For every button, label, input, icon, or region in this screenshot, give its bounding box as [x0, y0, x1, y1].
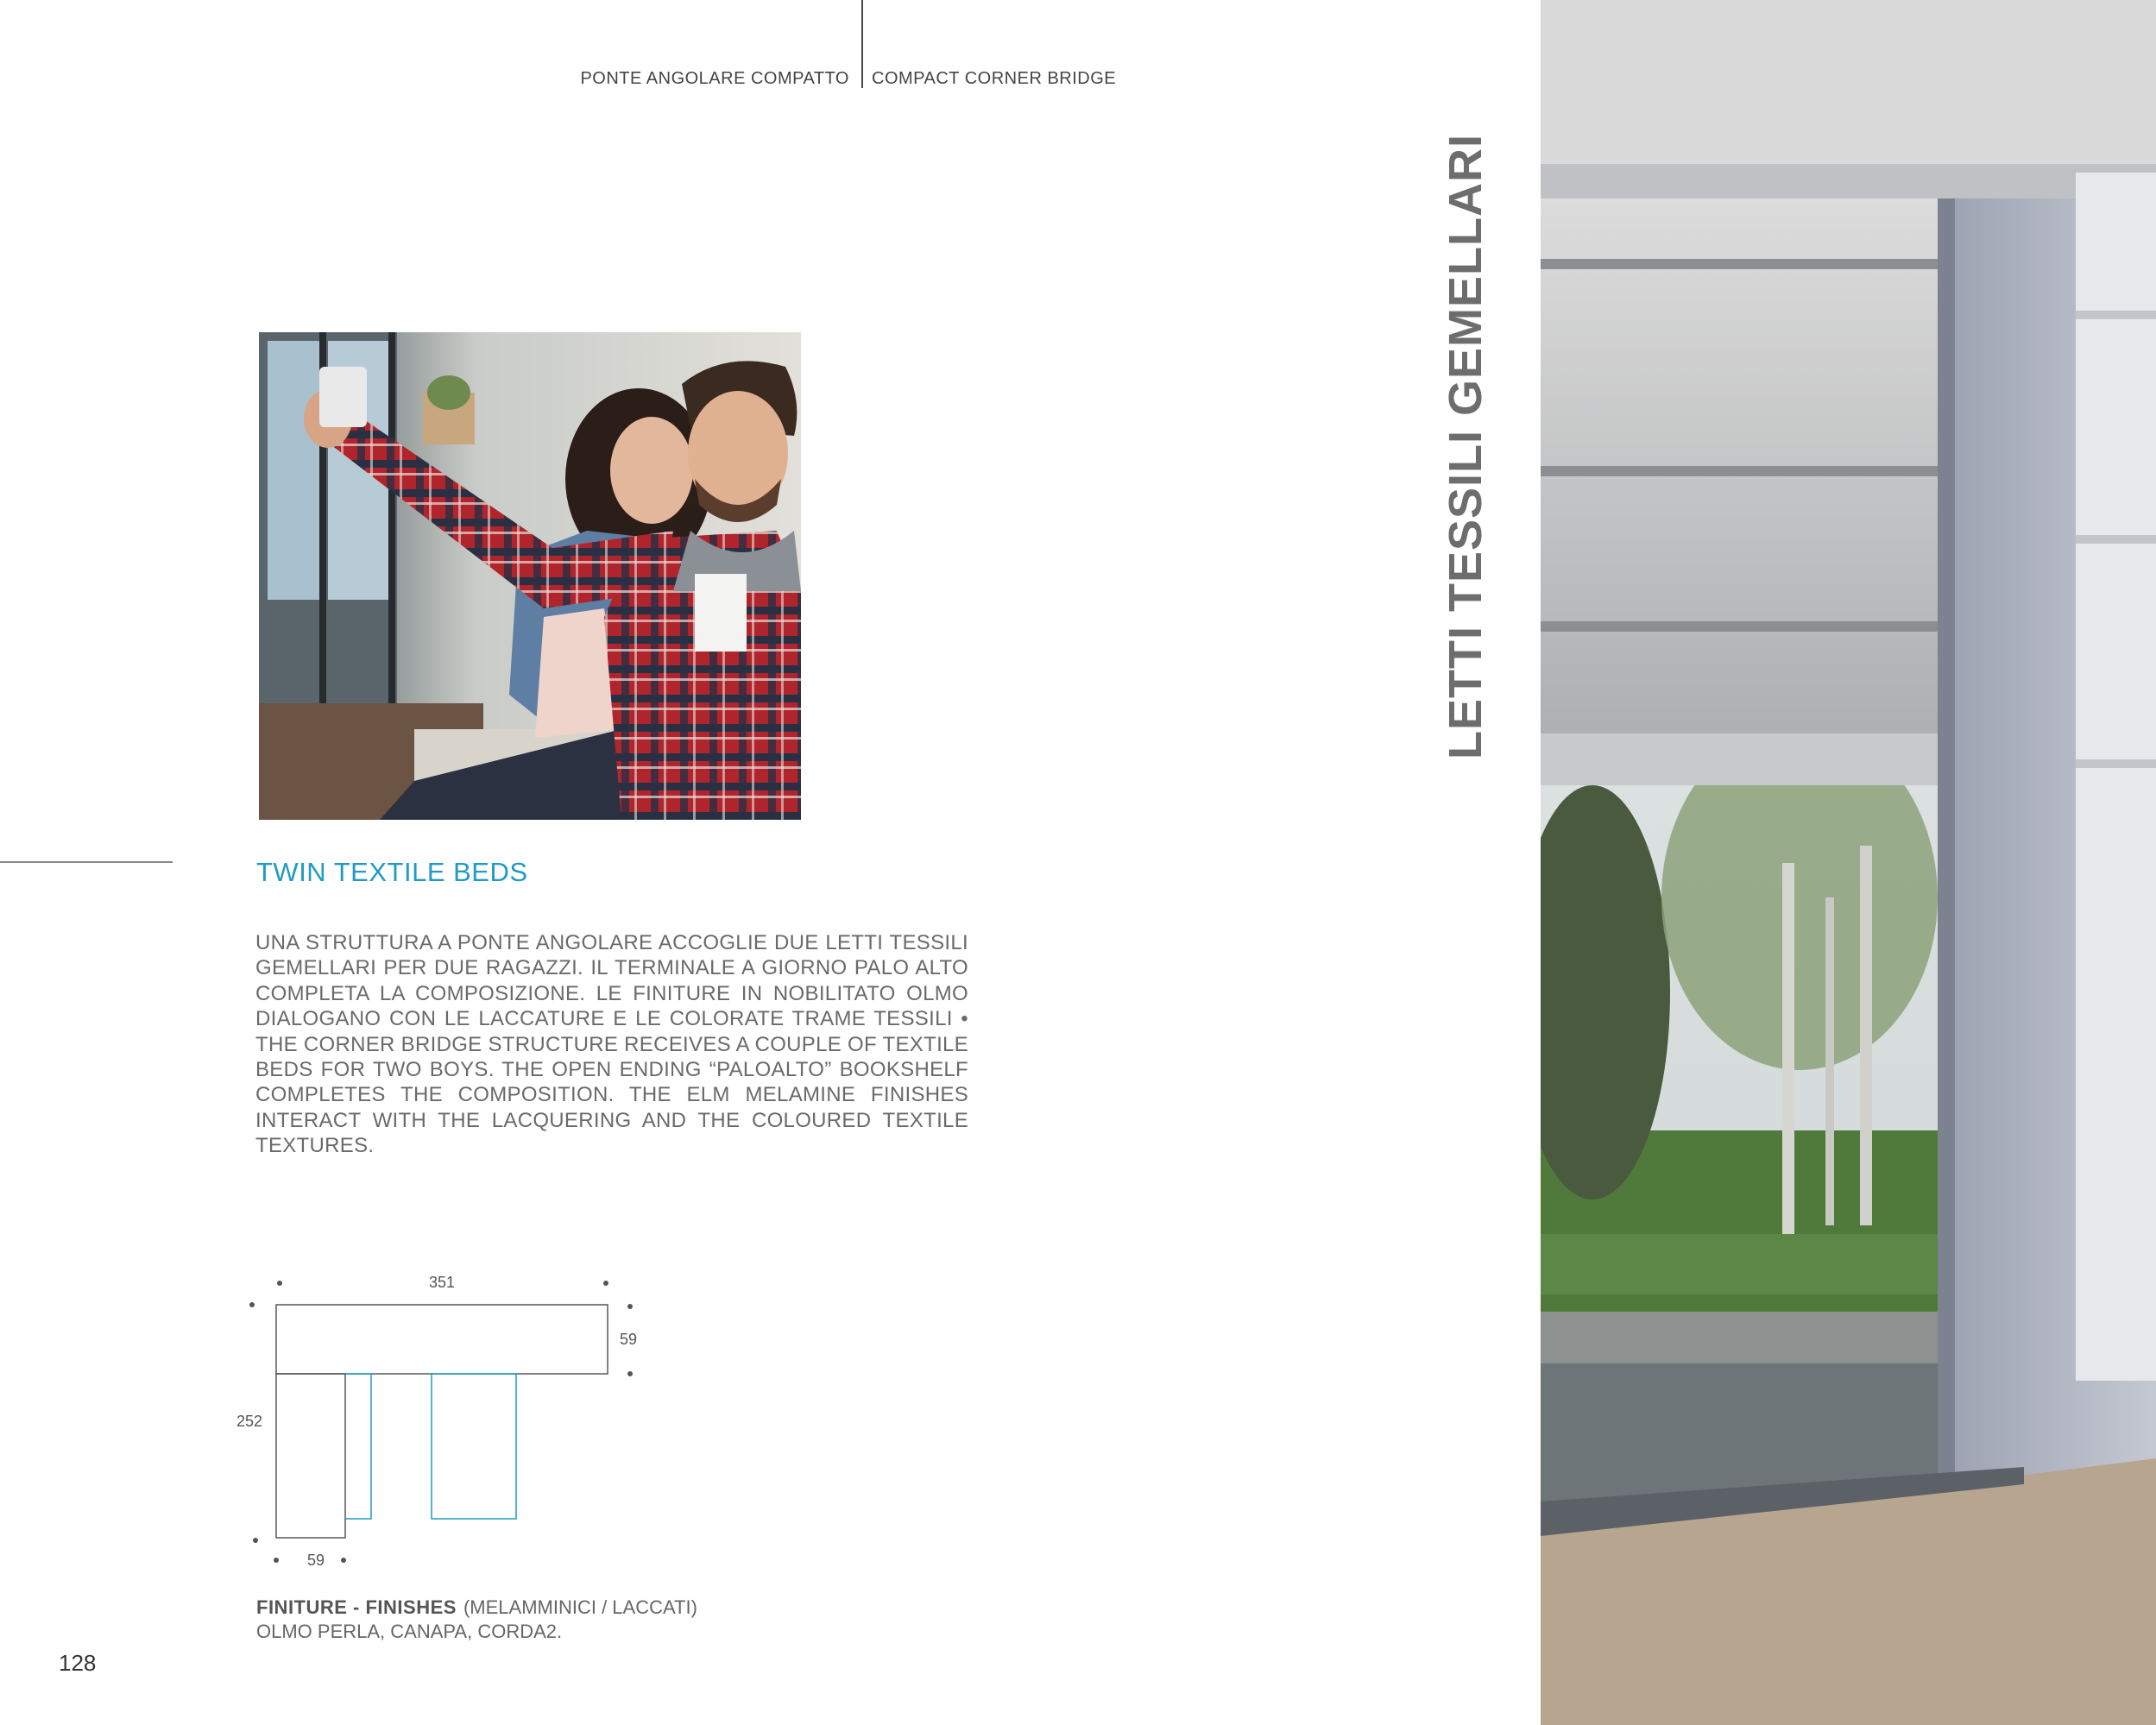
finishes-subheading: (MELAMMINICI / LACCATI): [463, 1596, 697, 1618]
finishes-line: [256, 1596, 697, 1619]
dim-dot: [253, 1538, 258, 1543]
dim-depth-top-label: 59: [620, 1331, 638, 1348]
section-title: TWIN TEXTILE BEDS: [256, 857, 528, 887]
header-title-it: PONTE ANGOLARE COMPATTO: [580, 69, 849, 88]
header-title-en: COMPACT CORNER BRIDGE: [872, 69, 1117, 88]
page-number: 128: [59, 1650, 97, 1676]
left-margin-rule: [0, 861, 173, 863]
dim-dot: [277, 1281, 282, 1286]
dim-dot: [627, 1304, 633, 1309]
floor-plan-diagram: [233, 1269, 656, 1571]
dim-dot: [249, 1302, 255, 1307]
header-divider: [861, 0, 863, 88]
dim-dot: [274, 1558, 279, 1563]
dim-depth-bottom-label: 59: [307, 1552, 325, 1569]
side-column: [276, 1374, 345, 1538]
finishes-values: OLMO PERLA, CANAPA, CORDA2.: [256, 1621, 563, 1642]
couple-selfie-photo: [259, 332, 801, 820]
bridge-unit: [276, 1305, 608, 1374]
finishes-heading: FINITURE - FINISHES: [256, 1596, 457, 1618]
bed-outline-left: [345, 1374, 371, 1519]
dim-dot: [341, 1558, 346, 1563]
dim-width-label: 351: [428, 1274, 456, 1291]
dim-dot: [627, 1371, 633, 1376]
bed-outline-right: [432, 1374, 516, 1519]
dim-dot: [603, 1281, 608, 1286]
room-window-photo: [1541, 0, 2156, 1725]
dim-height-label: 252: [236, 1413, 263, 1430]
description-text: UNA STRUTTURA A PONTE ANGOLARE ACCOGLIE DUE LETTI TESSILI GEMELLARI PER DUE RAGAZZI. IL TERMINALE A GIORNO PALO ALTO COMPLETA LA COMPOSIZIONE. LE FINITURE IN NOBILITATO OLMO DIALOGANO CON LE LACCATURE E LE COLORATE TRAME TESSILI • THE CORNER BRIDGE STRUCTURE RECEIVES A COUPLE OF TEXTILE BEDS FOR TWO BOYS. THE OPEN ENDING “PALOALTO” BOOKSHELF COMPLETES THE COMPOSITION. THE ELM MELAMINE FINISHES INTERACT WITH THE LACQUERING AND THE COLOURED TEXTILE TEXTURES.: [255, 931, 968, 1158]
vertical-title: LETTI TESSILI GEMELLARI: [1440, 134, 1491, 759]
